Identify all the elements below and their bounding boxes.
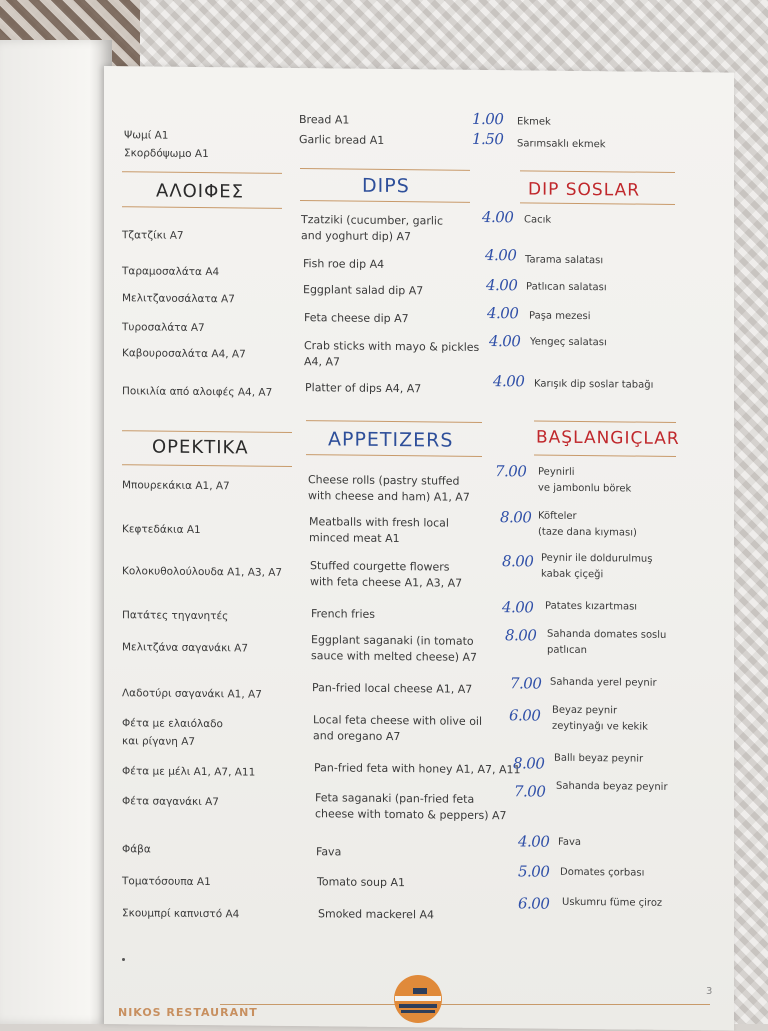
- menu-item-gr: Φέτα με μέλι A1, A7, A11: [122, 765, 256, 779]
- heading-rule: [122, 206, 282, 209]
- menu-item-tr: Cacık: [524, 214, 552, 226]
- heading-rule: [534, 421, 676, 423]
- menu-item-tr: Domates çorbası: [560, 866, 645, 879]
- menu-item-en: Pan-fried local cheese A1, A7: [312, 681, 473, 696]
- menu-item-en: Eggplant saganaki (in tomato: [311, 633, 474, 648]
- section-heading-gr: ΑΛΟΙΦΕΣ: [156, 180, 245, 203]
- menu-item-tr: patlıcan: [547, 644, 587, 657]
- heading-rule: [306, 454, 482, 457]
- menu-item-en: and oregano A7: [313, 729, 401, 744]
- menu-item-tr: Fava: [558, 836, 582, 848]
- menu-item-gr: Ποικιλία από αλοιφές A4, A7: [122, 385, 273, 399]
- menu-item-gr: Σκορδόψωμο A1: [124, 147, 209, 161]
- section-heading-tr: DIP SOSLAR: [528, 179, 641, 201]
- menu-item-en: Feta cheese dip A7: [304, 311, 409, 326]
- menu-item-en: Tomato soup A1: [317, 875, 406, 890]
- price: 1.50: [472, 129, 504, 149]
- heading-rule: [306, 420, 482, 423]
- menu-item-tr: Yengeç salatası: [530, 336, 607, 349]
- menu-item-gr: Τζατζίκι A7: [122, 229, 184, 242]
- price: 7.00: [495, 462, 527, 481]
- price: 1.00: [472, 109, 504, 129]
- price: 6.00: [509, 706, 541, 725]
- menu-item-gr: Πατάτες τηγανητές: [122, 609, 229, 623]
- price: 7.00: [514, 782, 546, 801]
- price: 4.00: [482, 207, 514, 227]
- menu-item-en: with cheese and ham) A1, A7: [308, 489, 470, 504]
- menu-item-gr: Τοματόσουπα A1: [122, 875, 211, 889]
- menu-item-tr: Ballı beyaz peynir: [554, 752, 644, 765]
- menu-item-gr: Λαδοτύρι σαγανάκι A1, A7: [122, 687, 262, 701]
- menu-item-en: Platter of dips A4, A7: [305, 381, 422, 396]
- menu-item-tr: Peynirli: [538, 466, 575, 478]
- menu-item-gr: Τυροσαλάτα A7: [122, 321, 205, 335]
- page-number: 3: [706, 986, 713, 997]
- menu-item-tr: Köfteler: [538, 510, 577, 522]
- price: 4.00: [502, 598, 534, 617]
- heading-rule: [520, 170, 675, 173]
- menu-item-en: Pan-fried feta with honey A1, A7, A11: [314, 761, 521, 777]
- menu-item-en: French fries: [311, 607, 376, 621]
- menu-item-gr: Σκουμπρί καπνιστό A4: [122, 907, 240, 921]
- price: 5.00: [518, 862, 550, 881]
- menu-item-tr: Patlıcan salatası: [526, 281, 607, 294]
- menu-item-gr: Μελιτζάνα σαγανάκι A7: [122, 641, 249, 655]
- menu-item-en: Fish roe dip A4: [303, 257, 385, 271]
- menu-item-en: minced meat A1: [309, 531, 400, 546]
- menu-item-tr: Tarama salatası: [525, 254, 604, 267]
- menu-item-en: Meatballs with fresh local: [309, 515, 449, 530]
- heading-rule: [300, 200, 470, 203]
- menu-item-en: with feta cheese A1, A3, A7: [310, 575, 463, 590]
- menu-item-tr: kabak çiçeği: [541, 568, 604, 581]
- menu-item-tr: Patates kızartması: [545, 600, 638, 613]
- menu-item-en: Stuffed courgette flowers: [310, 559, 450, 574]
- restaurant-logo-icon: [393, 974, 443, 1024]
- price: 8.00: [505, 626, 537, 645]
- heading-rule: [300, 168, 470, 171]
- restaurant-name: NIKOS RESTAURANT: [118, 1006, 258, 1019]
- menu-item-en: Tzatziki (cucumber, garlic: [301, 213, 444, 228]
- menu-item-en: Bread A1: [299, 113, 350, 127]
- price: 4.00: [518, 832, 550, 851]
- price: 4.00: [487, 304, 519, 323]
- menu-item-gr: Φέτα σαγανάκι A7: [122, 795, 219, 809]
- menu-item-en: and yoghurt dip) A7: [301, 229, 412, 244]
- menu-item-en: Local feta cheese with olive oil: [313, 713, 483, 728]
- menu-item-tr: Sahanda beyaz peynir: [556, 780, 668, 793]
- footer-rule: [220, 1004, 710, 1005]
- menu-item-gr: Ταραμοσαλάτα A4: [122, 265, 220, 279]
- menu-item-en: Garlic bread A1: [299, 133, 385, 147]
- menu-item-gr: Φέτα με ελαιόλαδο: [122, 717, 223, 731]
- section-heading-en: DIPS: [362, 174, 410, 198]
- price: 4.00: [485, 245, 517, 265]
- menu-item-tr: Paşa mezesi: [529, 310, 591, 323]
- menu-item-tr: Sarımsaklı ekmek: [517, 138, 606, 151]
- menu-item-en: sauce with melted cheese) A7: [311, 649, 478, 664]
- menu-item-gr: Κολοκυθολούλουδα A1, A3, A7: [122, 565, 283, 579]
- menu-item-gr: Κεφτεδάκια A1: [122, 523, 201, 537]
- menu-item-gr: Καβουροσαλάτα A4, A7: [122, 347, 246, 361]
- menu-item-tr: Ekmek: [517, 116, 551, 128]
- menu-item-en: cheese with tomato & peppers) A7: [315, 807, 507, 823]
- price: 4.00: [489, 332, 521, 351]
- menu-item-tr: Peynir ile doldurulmuş: [541, 552, 653, 565]
- price: 7.00: [510, 674, 542, 693]
- menu-item-en: A4, A7: [304, 355, 341, 369]
- menu-item-gr: Μελιτζανοσάλατα A7: [122, 292, 235, 306]
- heading-rule: [122, 430, 292, 433]
- section-heading-en: APPETIZERS: [328, 428, 454, 452]
- menu-item-en: Eggplant salad dip A7: [303, 283, 424, 298]
- price: 8.00: [500, 508, 532, 527]
- price: 4.00: [486, 276, 518, 295]
- menu-item-tr: Beyaz peynir: [552, 704, 618, 717]
- menu-item-tr: ve jambonlu börek: [538, 482, 632, 495]
- menu-item-en: Fava: [316, 845, 342, 859]
- left-page: [0, 40, 112, 1024]
- section-heading-gr: ΟΡΕΚΤΙΚΑ: [152, 436, 249, 459]
- menu-item-tr: Sahanda domates soslu: [547, 628, 667, 641]
- decorative-dot: [122, 958, 125, 961]
- menu-item-tr: Karışık dip soslar tabağı: [534, 378, 654, 391]
- menu-item-en: Crab sticks with mayo & pickles: [304, 339, 480, 354]
- section-heading-tr: BAŞLANGIÇLAR: [536, 427, 680, 450]
- price: 8.00: [513, 754, 545, 773]
- menu-item-tr: Sahanda yerel peynir: [550, 676, 657, 689]
- menu-item-en: Cheese rolls (pastry stuffed: [308, 473, 460, 488]
- heading-rule: [520, 202, 675, 205]
- heading-rule: [122, 171, 282, 174]
- menu-item-gr: Ψωμί A1: [124, 129, 169, 142]
- menu-item-gr: και ρίγανη A7: [122, 735, 196, 748]
- price: 6.00: [518, 894, 550, 913]
- menu-item-gr: Φάβα: [122, 843, 151, 856]
- price: 8.00: [502, 552, 534, 571]
- menu-item-en: Smoked mackerel A4: [318, 907, 435, 922]
- price: 4.00: [493, 372, 525, 391]
- menu-item-tr: Uskumru füme çiroz: [562, 896, 663, 909]
- menu-item-tr: (taze dana kıyması): [538, 526, 637, 539]
- menu-item-tr: zeytinyağı ve kekik: [552, 720, 648, 733]
- heading-rule: [534, 455, 676, 457]
- menu-page: [104, 66, 734, 1031]
- menu-item-en: Feta saganaki (pan-fried feta: [315, 791, 475, 806]
- heading-rule: [122, 464, 292, 467]
- menu-item-gr: Μπουρεκάκια A1, A7: [122, 479, 230, 493]
